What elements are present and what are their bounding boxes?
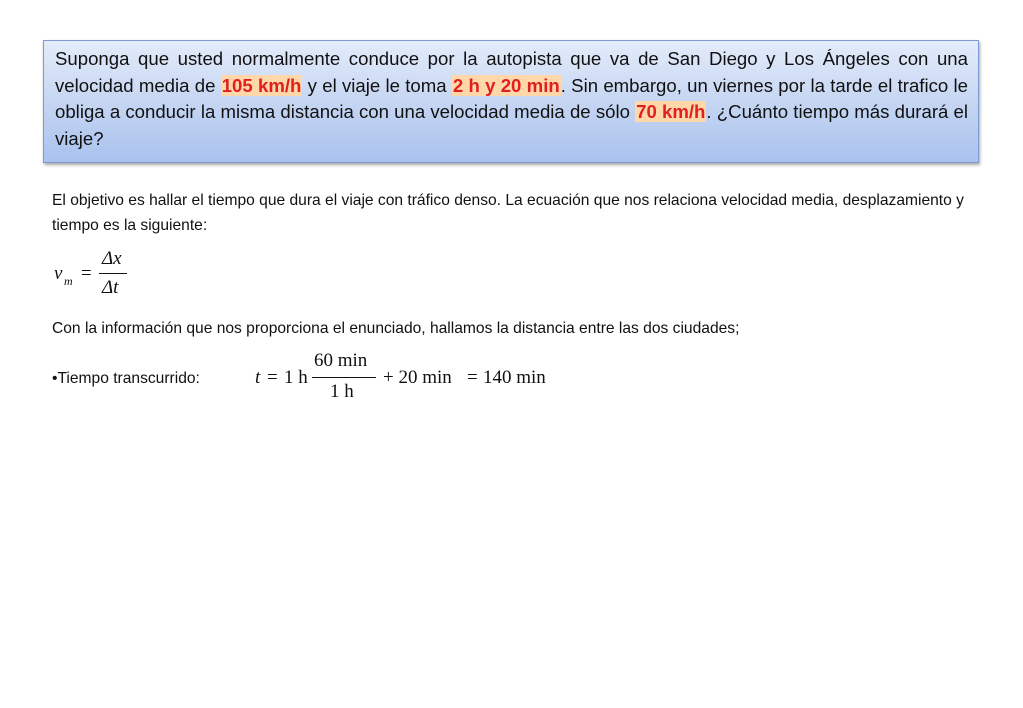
eq2-plus-term: + 20 min <box>383 367 452 388</box>
eq1-fraction-bar <box>99 273 127 274</box>
eq2-equals-2: = <box>467 367 478 388</box>
equation-elapsed-time <box>255 348 565 408</box>
problem-text-3: . Sin embargo, un viernes por la tarde el trafico le obliga a conducir la misma distancia con una velocidad media de sólo <box>55 74 968 122</box>
highlight-time-normal: 2 h y 20 min <box>452 74 560 96</box>
problem-text-1: Suponga que usted normalmente conduce por la autopista que va de San Diego y Los Ángeles con una velocidad media de <box>55 48 968 96</box>
highlight-speed-normal: 105 km/h <box>221 74 302 96</box>
eq2-numerator: 60 min <box>314 350 368 371</box>
eq1-denominator: Δt <box>102 277 119 298</box>
eq1-lhs-variable: v <box>54 263 63 284</box>
equation-average-velocity <box>52 246 142 302</box>
eq1-lhs-subscript: m <box>64 274 73 288</box>
eq2-denominator: 1 h <box>330 381 354 402</box>
problem-statement <box>55 46 968 152</box>
eq2-factor: 1 h <box>284 367 308 388</box>
eq1-numerator: Δx <box>102 248 122 269</box>
paragraph-distance: Con la información que nos proporciona el enunciado, hallamos la distancia entre las dos ciudades; <box>52 320 740 337</box>
problem-text-4: . ¿Cuánto tiempo más durará el viaje? <box>55 101 969 149</box>
highlight-speed-traffic: 70 km/h <box>636 101 706 122</box>
problem-text-2: y el viaje le toma <box>302 74 452 96</box>
eq1-equals: = <box>81 263 92 284</box>
eq2-fraction-bar <box>312 377 376 378</box>
paragraph-objective: El objetivo es hallar el tiempo que dura el viaje con tráfico denso. La ecuación que nos relaciona velocidad media, desplazamiento y tiempo es la siguiente: <box>52 192 964 234</box>
bullet-elapsed-time-label: •Tiempo transcurrido: <box>52 370 200 387</box>
eq2-lhs: t <box>255 367 261 388</box>
eq2-result: 140 min <box>483 367 546 388</box>
problem-statement-box <box>43 40 979 163</box>
eq2-equals-1: = <box>267 367 278 388</box>
